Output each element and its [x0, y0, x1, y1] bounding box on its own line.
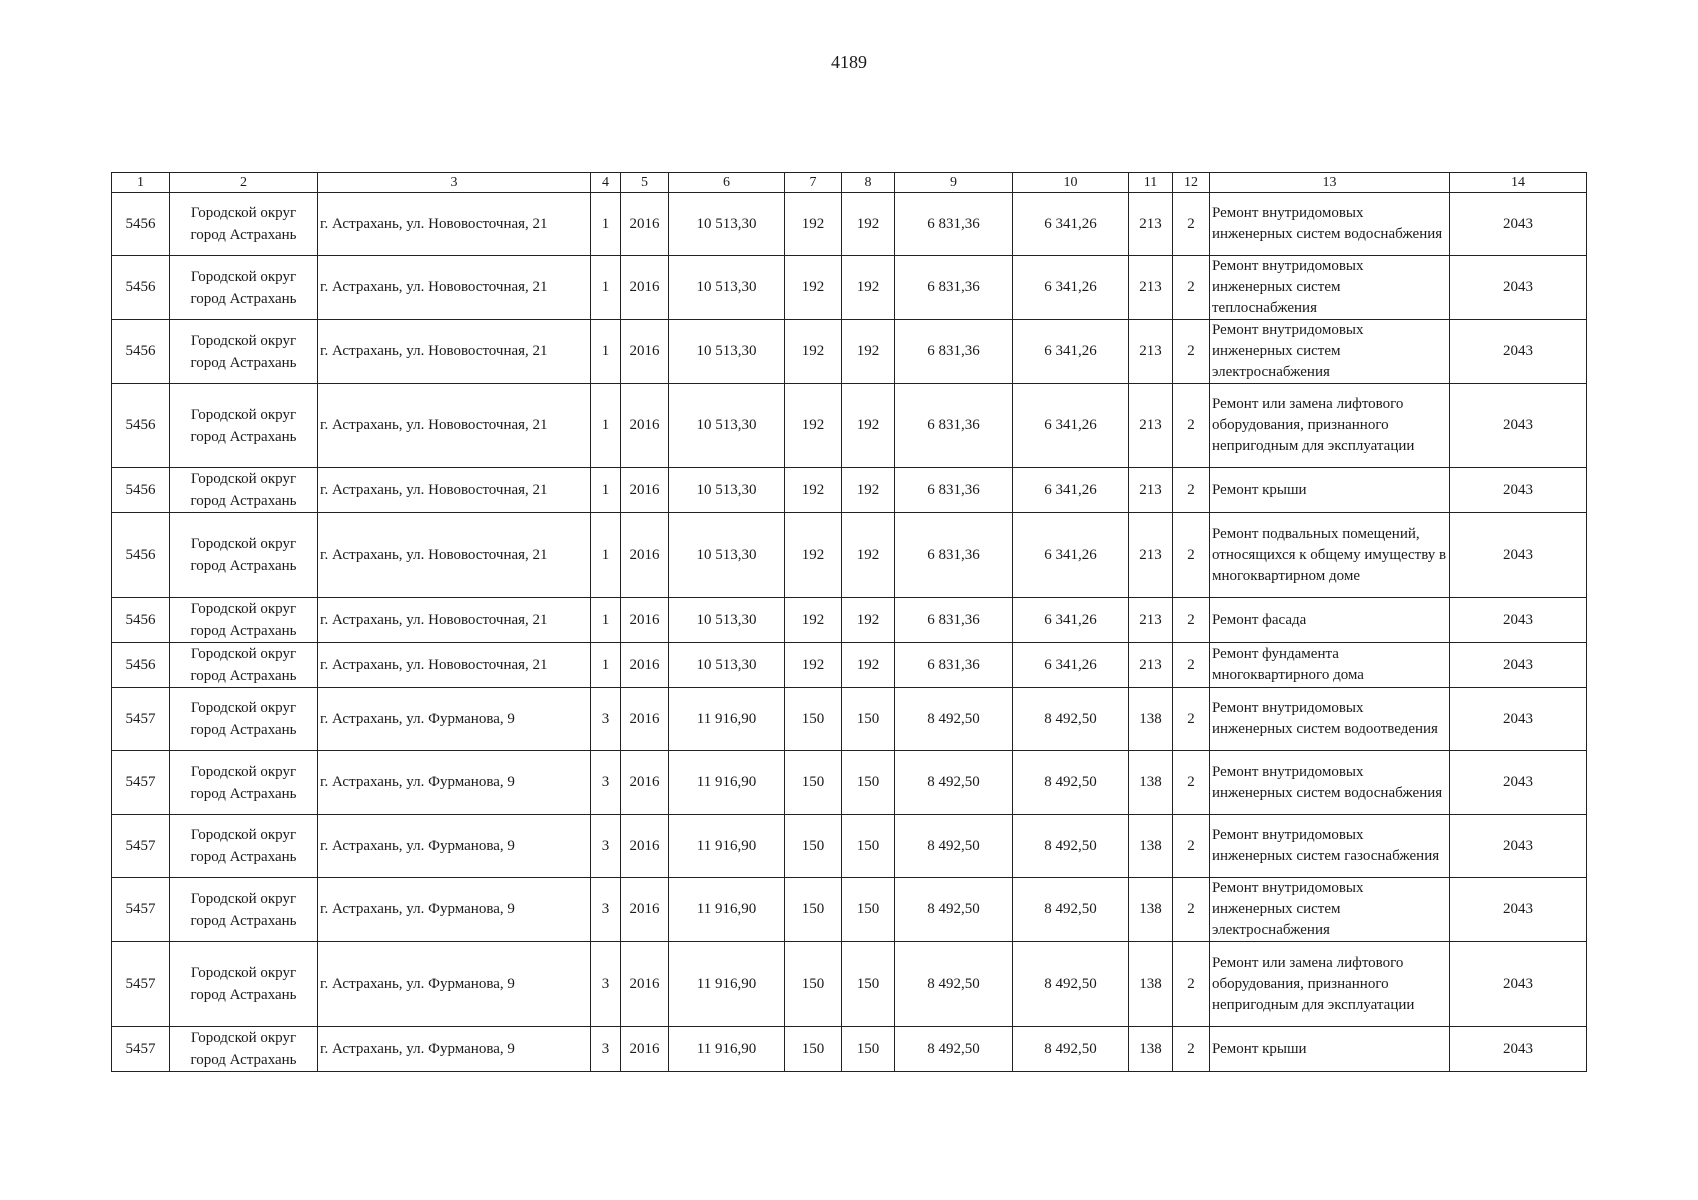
record-id-cell: 5456 [112, 256, 170, 320]
column-header-11: 11 [1129, 173, 1173, 193]
planned-year-cell: 2043 [1450, 468, 1587, 513]
municipality-cell: Городской округ город Астрахань [170, 942, 318, 1027]
col-9-cell: 6 831,36 [895, 468, 1013, 513]
col-12-cell: 2 [1173, 942, 1210, 1027]
area-cell: 10 513,30 [669, 468, 785, 513]
col-11-cell: 213 [1129, 513, 1173, 598]
table-row [112, 468, 1587, 513]
col-8-cell: 192 [842, 320, 895, 384]
work-type-cell: Ремонт или замена лифтового оборудования, признанного непригодным для эксплуатации [1210, 942, 1450, 1027]
area-cell: 10 513,30 [669, 598, 785, 643]
table-row [112, 1027, 1587, 1072]
area-cell: 10 513,30 [669, 320, 785, 384]
col-4-cell: 1 [591, 256, 621, 320]
area-cell: 11 916,90 [669, 815, 785, 878]
record-id-cell: 5457 [112, 1027, 170, 1072]
planned-year-cell: 2043 [1450, 256, 1587, 320]
record-id-cell: 5456 [112, 193, 170, 256]
col-9-cell: 6 831,36 [895, 384, 1013, 468]
table-row [112, 751, 1587, 815]
column-header-3: 3 [318, 173, 591, 193]
col-4-cell: 1 [591, 598, 621, 643]
col-11-cell: 213 [1129, 598, 1173, 643]
column-header-4: 4 [591, 173, 621, 193]
work-type-cell: Ремонт или замена лифтового оборудования, признанного непригодным для эксплуатации [1210, 384, 1450, 468]
col-12-cell: 2 [1173, 643, 1210, 688]
col-4-cell: 1 [591, 193, 621, 256]
work-type-cell: Ремонт крыши [1210, 468, 1450, 513]
col-10-cell: 6 341,26 [1013, 468, 1129, 513]
col-9-cell: 8 492,50 [895, 815, 1013, 878]
table-body [112, 193, 1587, 1072]
year-cell: 2016 [621, 320, 669, 384]
col-10-cell: 8 492,50 [1013, 878, 1129, 942]
municipality-cell: Городской округ город Астрахань [170, 643, 318, 688]
table-row [112, 598, 1587, 643]
area-cell: 10 513,30 [669, 193, 785, 256]
table-row [112, 513, 1587, 598]
col-11-cell: 138 [1129, 751, 1173, 815]
col-7-cell: 192 [785, 513, 842, 598]
record-id-cell: 5456 [112, 643, 170, 688]
col-10-cell: 6 341,26 [1013, 513, 1129, 598]
col-4-cell: 1 [591, 513, 621, 598]
address-cell: г. Астрахань, ул. Нововосточная, 21 [318, 598, 591, 643]
col-12-cell: 2 [1173, 513, 1210, 598]
record-id-cell: 5457 [112, 688, 170, 751]
col-8-cell: 192 [842, 193, 895, 256]
col-7-cell: 150 [785, 751, 842, 815]
col-7-cell: 192 [785, 598, 842, 643]
work-type-cell: Ремонт фасада [1210, 598, 1450, 643]
year-cell: 2016 [621, 1027, 669, 1072]
col-10-cell: 8 492,50 [1013, 942, 1129, 1027]
record-id-cell: 5457 [112, 942, 170, 1027]
work-type-cell: Ремонт внутридомовых инженерных систем водоснабжения [1210, 193, 1450, 256]
year-cell: 2016 [621, 513, 669, 598]
area-cell: 10 513,30 [669, 256, 785, 320]
col-8-cell: 192 [842, 256, 895, 320]
planned-year-cell: 2043 [1450, 320, 1587, 384]
col-12-cell: 2 [1173, 256, 1210, 320]
planned-year-cell: 2043 [1450, 513, 1587, 598]
planned-year-cell: 2043 [1450, 751, 1587, 815]
col-12-cell: 2 [1173, 320, 1210, 384]
area-cell: 11 916,90 [669, 942, 785, 1027]
work-type-cell: Ремонт подвальных помещений, относящихся к общему имуществу в многоквартирном доме [1210, 513, 1450, 598]
municipality-cell: Городской округ город Астрахань [170, 1027, 318, 1072]
table-row [112, 193, 1587, 256]
col-11-cell: 213 [1129, 193, 1173, 256]
work-type-cell: Ремонт крыши [1210, 1027, 1450, 1072]
area-cell: 11 916,90 [669, 751, 785, 815]
address-cell: г. Астрахань, ул. Фурманова, 9 [318, 751, 591, 815]
table-row [112, 643, 1587, 688]
column-header-7: 7 [785, 173, 842, 193]
col-8-cell: 150 [842, 942, 895, 1027]
address-cell: г. Астрахань, ул. Нововосточная, 21 [318, 384, 591, 468]
col-8-cell: 192 [842, 598, 895, 643]
area-cell: 10 513,30 [669, 384, 785, 468]
col-7-cell: 150 [785, 878, 842, 942]
col-9-cell: 8 492,50 [895, 942, 1013, 1027]
address-cell: г. Астрахань, ул. Фурманова, 9 [318, 815, 591, 878]
work-type-cell: Ремонт внутридомовых инженерных систем водоснабжения [1210, 751, 1450, 815]
column-header-12: 12 [1173, 173, 1210, 193]
address-cell: г. Астрахань, ул. Фурманова, 9 [318, 942, 591, 1027]
col-9-cell: 8 492,50 [895, 1027, 1013, 1072]
table-row [112, 320, 1587, 384]
col-10-cell: 6 341,26 [1013, 643, 1129, 688]
col-12-cell: 2 [1173, 688, 1210, 751]
planned-year-cell: 2043 [1450, 942, 1587, 1027]
col-7-cell: 192 [785, 384, 842, 468]
area-cell: 11 916,90 [669, 688, 785, 751]
col-9-cell: 6 831,36 [895, 598, 1013, 643]
col-8-cell: 150 [842, 815, 895, 878]
planned-year-cell: 2043 [1450, 688, 1587, 751]
col-7-cell: 192 [785, 256, 842, 320]
record-id-cell: 5456 [112, 598, 170, 643]
col-10-cell: 8 492,50 [1013, 751, 1129, 815]
municipality-cell: Городской округ город Астрахань [170, 815, 318, 878]
col-4-cell: 3 [591, 688, 621, 751]
col-9-cell: 6 831,36 [895, 256, 1013, 320]
col-4-cell: 3 [591, 815, 621, 878]
municipality-cell: Городской округ город Астрахань [170, 468, 318, 513]
column-header-1: 1 [112, 173, 170, 193]
col-4-cell: 1 [591, 320, 621, 384]
col-4-cell: 3 [591, 942, 621, 1027]
address-cell: г. Астрахань, ул. Нововосточная, 21 [318, 513, 591, 598]
work-type-cell: Ремонт внутридомовых инженерных систем электроснабжения [1210, 878, 1450, 942]
municipality-cell: Городской округ город Астрахань [170, 878, 318, 942]
work-type-cell: Ремонт внутридомовых инженерных систем водоотведения [1210, 688, 1450, 751]
col-10-cell: 6 341,26 [1013, 384, 1129, 468]
planned-year-cell: 2043 [1450, 598, 1587, 643]
record-id-cell: 5456 [112, 320, 170, 384]
address-cell: г. Астрахань, ул. Нововосточная, 21 [318, 256, 591, 320]
planned-year-cell: 2043 [1450, 193, 1587, 256]
address-cell: г. Астрахань, ул. Фурманова, 9 [318, 688, 591, 751]
col-11-cell: 213 [1129, 384, 1173, 468]
col-11-cell: 213 [1129, 320, 1173, 384]
col-8-cell: 150 [842, 1027, 895, 1072]
column-header-9: 9 [895, 173, 1013, 193]
col-11-cell: 138 [1129, 878, 1173, 942]
year-cell: 2016 [621, 643, 669, 688]
table-row [112, 815, 1587, 878]
table-row [112, 256, 1587, 320]
municipality-cell: Городской округ город Астрахань [170, 513, 318, 598]
year-cell: 2016 [621, 384, 669, 468]
address-cell: г. Астрахань, ул. Нововосточная, 21 [318, 643, 591, 688]
record-id-cell: 5456 [112, 513, 170, 598]
planned-year-cell: 2043 [1450, 643, 1587, 688]
col-9-cell: 6 831,36 [895, 320, 1013, 384]
register-table [111, 172, 1587, 1072]
col-10-cell: 8 492,50 [1013, 815, 1129, 878]
col-12-cell: 2 [1173, 468, 1210, 513]
address-cell: г. Астрахань, ул. Нововосточная, 21 [318, 468, 591, 513]
area-cell: 11 916,90 [669, 878, 785, 942]
municipality-cell: Городской округ город Астрахань [170, 598, 318, 643]
col-12-cell: 2 [1173, 1027, 1210, 1072]
col-8-cell: 192 [842, 468, 895, 513]
page-number: 4189 [831, 52, 867, 72]
planned-year-cell: 2043 [1450, 384, 1587, 468]
col-7-cell: 150 [785, 1027, 842, 1072]
column-header-2: 2 [170, 173, 318, 193]
planned-year-cell: 2043 [1450, 1027, 1587, 1072]
col-9-cell: 8 492,50 [895, 751, 1013, 815]
col-9-cell: 6 831,36 [895, 513, 1013, 598]
col-9-cell: 6 831,36 [895, 643, 1013, 688]
col-4-cell: 1 [591, 643, 621, 688]
year-cell: 2016 [621, 598, 669, 643]
municipality-cell: Городской округ город Астрахань [170, 256, 318, 320]
col-8-cell: 150 [842, 688, 895, 751]
column-header-13: 13 [1210, 173, 1450, 193]
column-header-6: 6 [669, 173, 785, 193]
table-row [112, 384, 1587, 468]
col-4-cell: 1 [591, 468, 621, 513]
col-7-cell: 150 [785, 688, 842, 751]
address-cell: г. Астрахань, ул. Фурманова, 9 [318, 878, 591, 942]
col-4-cell: 1 [591, 384, 621, 468]
col-8-cell: 192 [842, 643, 895, 688]
col-7-cell: 192 [785, 468, 842, 513]
column-header-5: 5 [621, 173, 669, 193]
col-12-cell: 2 [1173, 598, 1210, 643]
col-11-cell: 138 [1129, 688, 1173, 751]
municipality-cell: Городской округ город Астрахань [170, 751, 318, 815]
year-cell: 2016 [621, 942, 669, 1027]
year-cell: 2016 [621, 468, 669, 513]
record-id-cell: 5457 [112, 878, 170, 942]
col-7-cell: 192 [785, 193, 842, 256]
col-11-cell: 213 [1129, 468, 1173, 513]
address-cell: г. Астрахань, ул. Нововосточная, 21 [318, 320, 591, 384]
area-cell: 11 916,90 [669, 1027, 785, 1072]
record-id-cell: 5456 [112, 384, 170, 468]
col-7-cell: 192 [785, 320, 842, 384]
col-7-cell: 150 [785, 815, 842, 878]
column-header-8: 8 [842, 173, 895, 193]
col-10-cell: 6 341,26 [1013, 320, 1129, 384]
col-4-cell: 3 [591, 1027, 621, 1072]
area-cell: 10 513,30 [669, 643, 785, 688]
area-cell: 10 513,30 [669, 513, 785, 598]
col-11-cell: 138 [1129, 1027, 1173, 1072]
col-9-cell: 8 492,50 [895, 878, 1013, 942]
table-row [112, 942, 1587, 1027]
work-type-cell: Ремонт внутридомовых инженерных систем электроснабжения [1210, 320, 1450, 384]
col-11-cell: 213 [1129, 256, 1173, 320]
col-12-cell: 2 [1173, 751, 1210, 815]
table-row [112, 688, 1587, 751]
address-cell: г. Астрахань, ул. Нововосточная, 21 [318, 193, 591, 256]
year-cell: 2016 [621, 751, 669, 815]
col-4-cell: 3 [591, 751, 621, 815]
col-10-cell: 6 341,26 [1013, 256, 1129, 320]
address-cell: г. Астрахань, ул. Фурманова, 9 [318, 1027, 591, 1072]
col-10-cell: 8 492,50 [1013, 1027, 1129, 1072]
col-8-cell: 192 [842, 513, 895, 598]
col-10-cell: 6 341,26 [1013, 598, 1129, 643]
record-id-cell: 5456 [112, 468, 170, 513]
work-type-cell: Ремонт фундамента многоквартирного дома [1210, 643, 1450, 688]
col-11-cell: 138 [1129, 942, 1173, 1027]
col-10-cell: 6 341,26 [1013, 193, 1129, 256]
col-7-cell: 150 [785, 942, 842, 1027]
municipality-cell: Городской округ город Астрахань [170, 320, 318, 384]
record-id-cell: 5457 [112, 751, 170, 815]
col-4-cell: 3 [591, 878, 621, 942]
municipality-cell: Городской округ город Астрахань [170, 193, 318, 256]
col-7-cell: 192 [785, 643, 842, 688]
year-cell: 2016 [621, 815, 669, 878]
year-cell: 2016 [621, 688, 669, 751]
col-11-cell: 213 [1129, 643, 1173, 688]
column-header-14: 14 [1450, 173, 1587, 193]
col-12-cell: 2 [1173, 878, 1210, 942]
planned-year-cell: 2043 [1450, 878, 1587, 942]
year-cell: 2016 [621, 256, 669, 320]
year-cell: 2016 [621, 878, 669, 942]
work-type-cell: Ремонт внутридомовых инженерных систем теплоснабжения [1210, 256, 1450, 320]
col-12-cell: 2 [1173, 384, 1210, 468]
col-12-cell: 2 [1173, 193, 1210, 256]
record-id-cell: 5457 [112, 815, 170, 878]
header-row [112, 173, 1587, 193]
municipality-cell: Городской округ город Астрахань [170, 384, 318, 468]
table-row [112, 878, 1587, 942]
col-8-cell: 192 [842, 384, 895, 468]
municipality-cell: Городской округ город Астрахань [170, 688, 318, 751]
col-10-cell: 8 492,50 [1013, 688, 1129, 751]
col-12-cell: 2 [1173, 815, 1210, 878]
col-9-cell: 8 492,50 [895, 688, 1013, 751]
col-11-cell: 138 [1129, 815, 1173, 878]
work-type-cell: Ремонт внутридомовых инженерных систем газоснабжения [1210, 815, 1450, 878]
col-9-cell: 6 831,36 [895, 193, 1013, 256]
col-8-cell: 150 [842, 878, 895, 942]
planned-year-cell: 2043 [1450, 815, 1587, 878]
col-8-cell: 150 [842, 751, 895, 815]
year-cell: 2016 [621, 193, 669, 256]
column-header-10: 10 [1013, 173, 1129, 193]
